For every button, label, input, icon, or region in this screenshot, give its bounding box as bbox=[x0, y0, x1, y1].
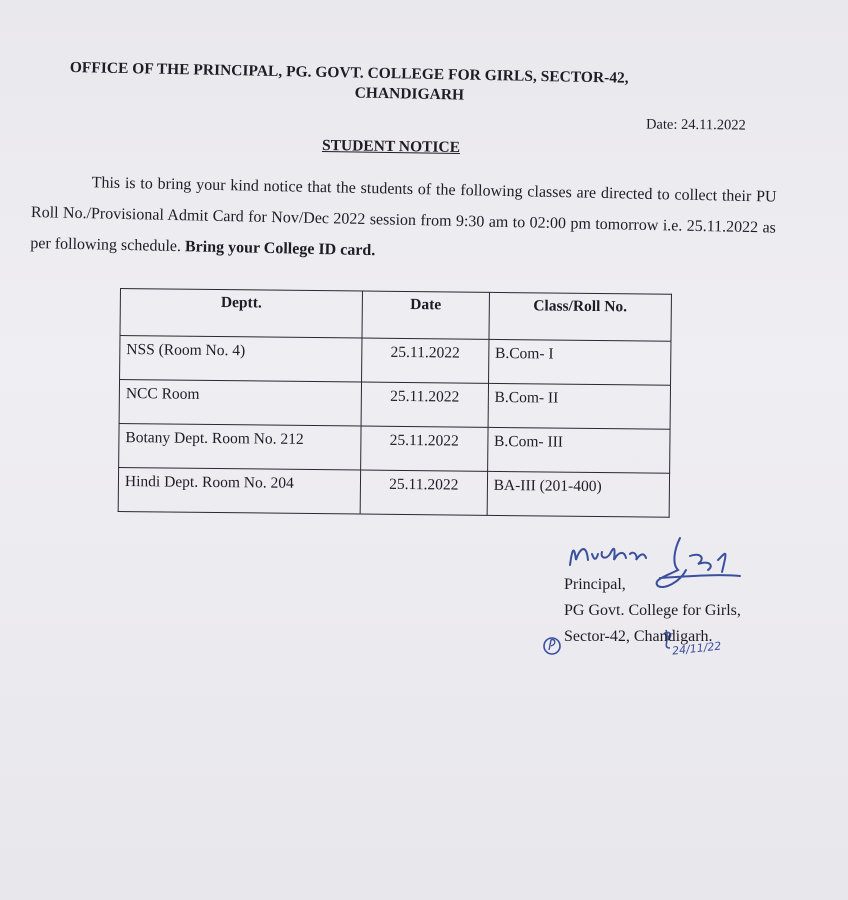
table-row bbox=[118, 467, 669, 517]
column-header-class: Class/Roll No. bbox=[489, 292, 672, 341]
cell-date: 25.11.2022 bbox=[361, 426, 488, 471]
table-row bbox=[119, 423, 670, 473]
table-row bbox=[120, 336, 671, 386]
cell-deptt: NSS (Room No. 4) bbox=[120, 336, 362, 383]
office-heading bbox=[69, 58, 750, 111]
cell-class: B.Com- III bbox=[487, 427, 670, 473]
table-row bbox=[119, 380, 670, 430]
notice-body-bold: Bring your College ID card. bbox=[184, 238, 376, 260]
signatory-address: Sector-42, Chandigarh. bbox=[564, 628, 713, 645]
notice-title: STUDENT NOTICE bbox=[321, 137, 461, 156]
notice-date: Date: 24.11.2022 bbox=[645, 116, 746, 134]
office-heading-line1: OFFICE OF THE PRINCIPAL, PG. GOVT. COLLEGE FOR GIRLS, SECTOR-42, bbox=[69, 58, 629, 87]
signatory-college: PG Govt. College for Girls, bbox=[564, 602, 741, 619]
signatory-details bbox=[564, 572, 741, 650]
notice-body-text: This is to bring your kind notice that the students of the following classes are directed to collect their PU Roll No./Provisional Admit Card for Nov/Dec 2022 session from 9:30 am to 02:00 pm tomorrow i.e. 25.11.2022 as per following schedule. bbox=[30, 174, 777, 256]
notice-body bbox=[30, 166, 777, 275]
column-header-deptt: Deptt. bbox=[120, 289, 362, 339]
handwritten-date: 24/11/22 bbox=[671, 639, 722, 658]
signature-block bbox=[540, 530, 820, 680]
column-header-date: Date bbox=[362, 291, 489, 339]
office-heading-line2: CHANDIGARH bbox=[354, 84, 465, 104]
cell-class: BA-III (201-400) bbox=[487, 471, 670, 517]
cell-class: B.Com- II bbox=[488, 383, 671, 429]
cell-class: B.Com- I bbox=[488, 339, 671, 385]
table-header-row bbox=[120, 289, 671, 342]
cell-date: 25.11.2022 bbox=[361, 382, 488, 427]
cell-deptt: Botany Dept. Room No. 212 bbox=[119, 423, 361, 470]
cell-date: 25.11.2022 bbox=[360, 470, 487, 515]
cell-date: 25.11.2022 bbox=[362, 338, 489, 383]
signatory-title: Principal, bbox=[564, 576, 626, 593]
cell-deptt: NCC Room bbox=[119, 380, 361, 427]
cell-deptt: Hindi Dept. Room No. 204 bbox=[118, 467, 360, 514]
schedule-table bbox=[118, 288, 672, 518]
